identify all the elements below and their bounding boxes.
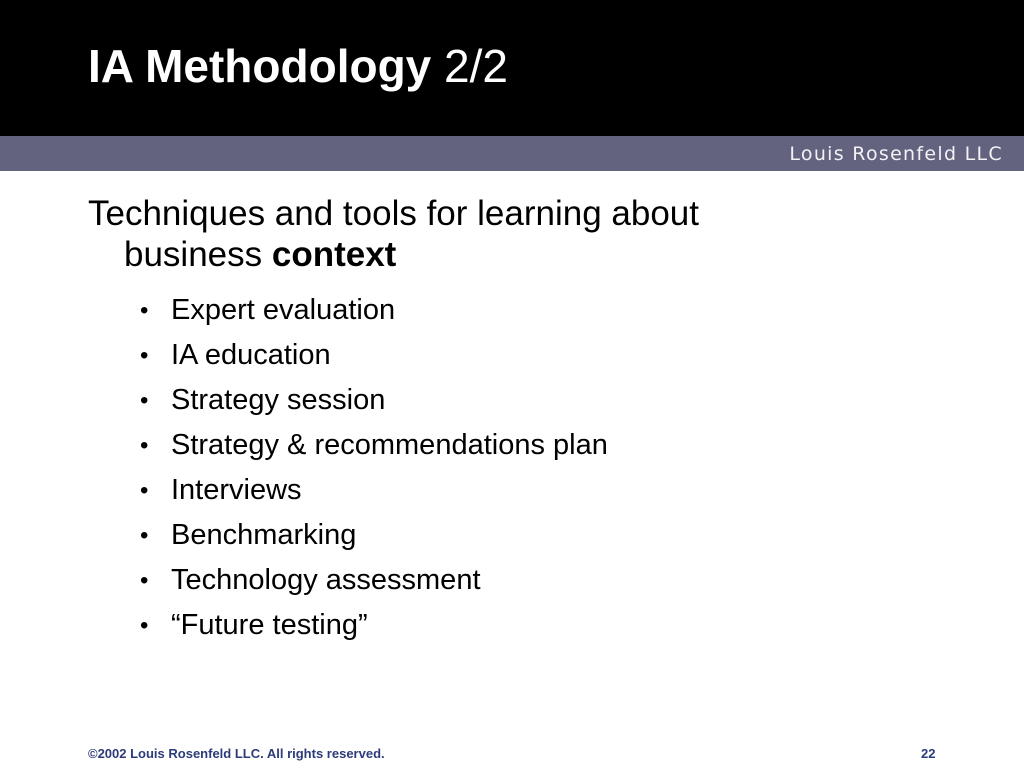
- slide-title: [88, 38, 508, 94]
- bullet-item: [88, 468, 988, 513]
- bullet-text: Benchmarking: [171, 519, 357, 551]
- bullet-text: Strategy session: [171, 384, 386, 416]
- bullet-list: [88, 288, 988, 648]
- bullet-item: [88, 603, 988, 648]
- bullet-text: Strategy & recommendations plan: [171, 429, 608, 461]
- footer-copyright: ©2002 Louis Rosenfeld LLC. All rights reserved.: [88, 746, 385, 761]
- bullet-item: [88, 558, 988, 603]
- bullet-text: Technology assessment: [171, 564, 481, 596]
- bullet-item: [88, 513, 988, 558]
- title-bar: [0, 0, 1024, 136]
- slide-content: [88, 193, 988, 648]
- bullet-dot: •: [140, 387, 149, 414]
- bullet-dot: •: [140, 477, 149, 504]
- bullet-dot: •: [140, 612, 149, 639]
- bullet-text: Interviews: [171, 474, 302, 506]
- lead-emphasis: context: [271, 235, 397, 274]
- bullet-dot: •: [140, 567, 149, 594]
- lead-text: Techniques and tools for learning about business: [88, 194, 699, 274]
- bullet-dot: •: [140, 297, 149, 324]
- bullet-dot: •: [140, 432, 149, 459]
- bullet-dot: •: [140, 522, 149, 549]
- title-suffix: 2/2: [444, 40, 508, 92]
- title-main: IA Methodology: [88, 40, 432, 92]
- bullet-text: IA education: [171, 339, 331, 371]
- bullet-item: [88, 378, 988, 423]
- bullet-item: [88, 288, 988, 333]
- bullet-item: [88, 423, 988, 468]
- lead-paragraph: [88, 193, 844, 275]
- bullet-text: “Future testing”: [171, 609, 368, 641]
- bullet-item: [88, 333, 988, 378]
- brand-logo: Louis Rosenfeld LLC: [789, 143, 1003, 165]
- bullet-dot: •: [140, 342, 149, 369]
- page-number: 22: [921, 746, 936, 761]
- bullet-text: Expert evaluation: [171, 294, 396, 326]
